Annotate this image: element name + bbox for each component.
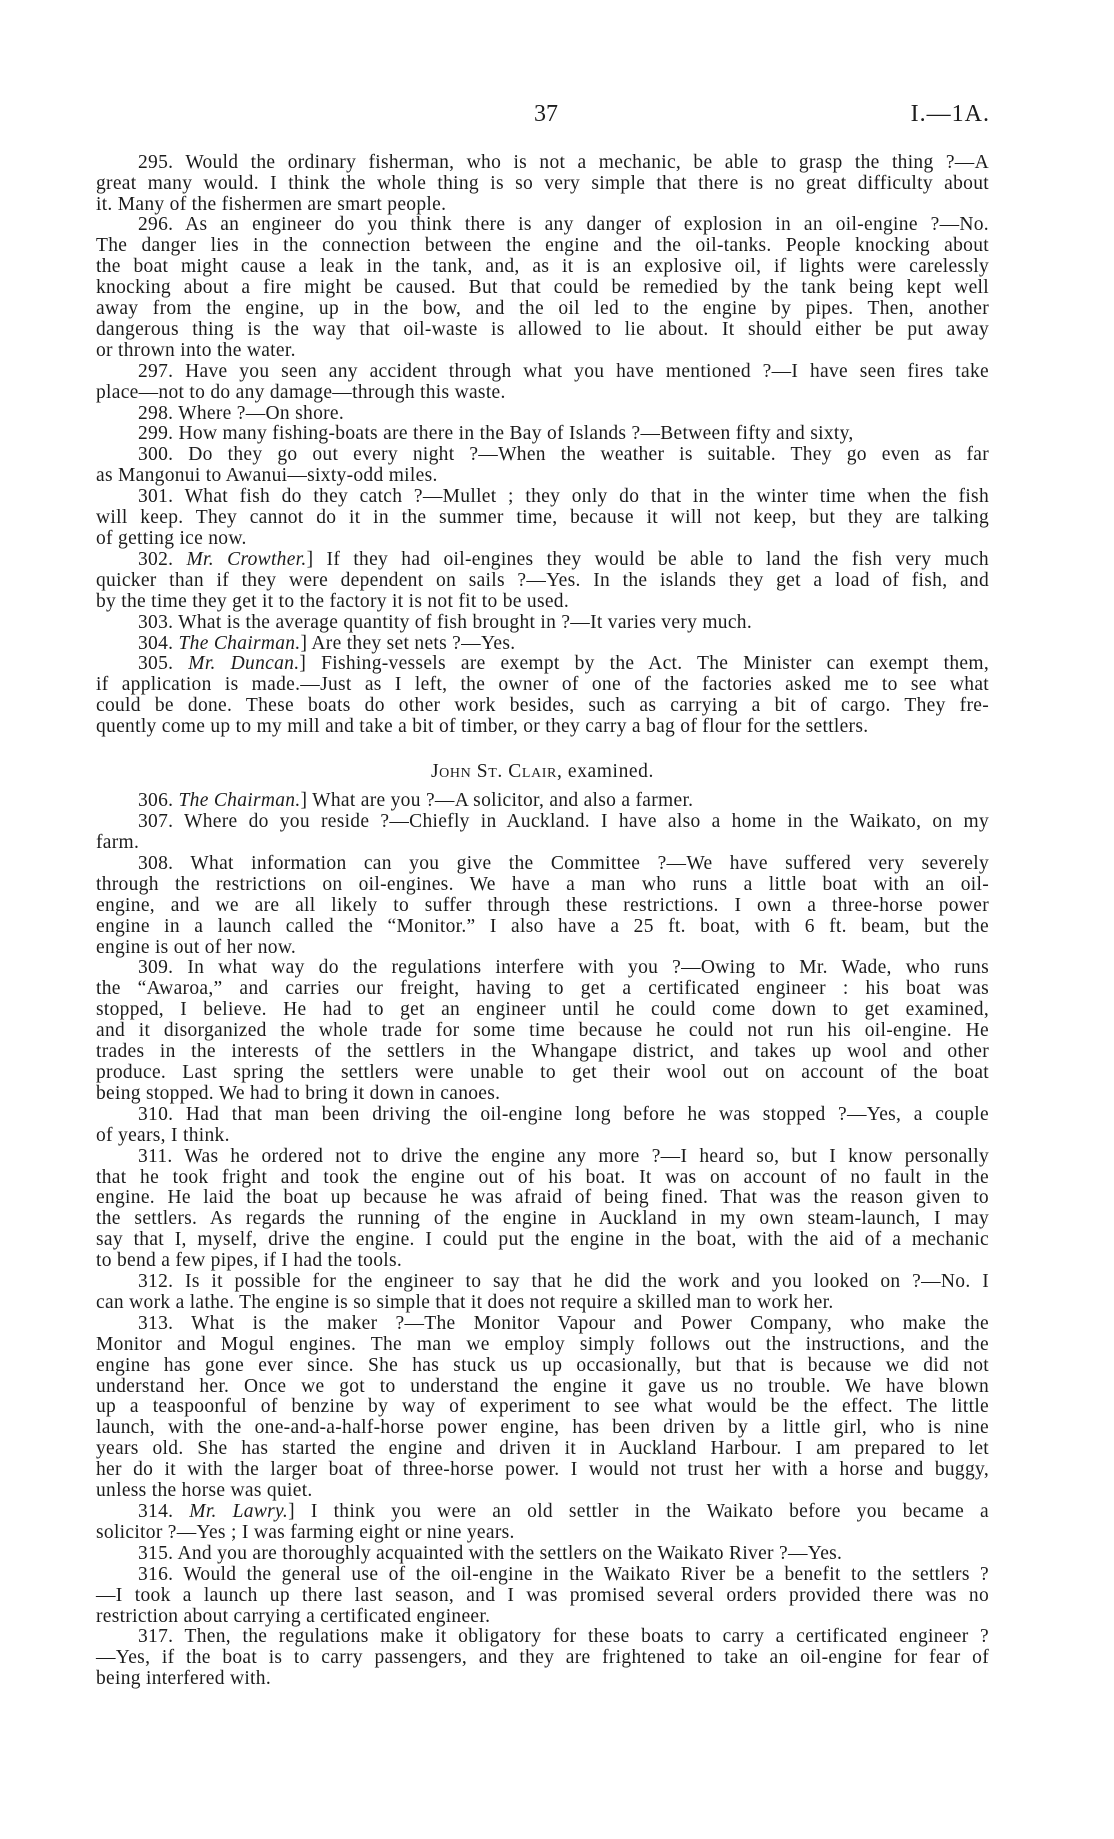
line-text: The danger lies in the connection between the engine and the oil-tanks. People knocking about [96,235,989,257]
text-line [96,320,989,341]
question-number: 302. [138,548,174,570]
text-line [96,466,989,487]
line-text: the settlers. As regards the running of the engine in Auckland in my own steam-launch, I may [96,1208,989,1230]
line-text: ] If they had oil-engines they would be able to land the fish very much [306,548,989,570]
line-text: and it disorganized the whole trade for some time because he could not run his oil-engine. He [96,1020,989,1042]
line-text: that he took fright and took the engine out of his boat. It was on account of no fault in the [96,1166,989,1188]
question-310 [96,1105,989,1147]
question-308 [96,854,989,959]
question-number: 297. [138,360,174,382]
question-297 [96,362,989,404]
text-line [96,1607,989,1628]
text-line [96,174,989,195]
question-301 [96,487,989,550]
line-text: Was he ordered not to drive the engine any more ?—I heard so, but I know personally [184,1145,990,1167]
text-line [96,1147,989,1168]
text-line [96,791,989,812]
line-text: farm. [96,832,140,853]
line-text: solicitor ?—Yes ; I was farming eight or nine years. [96,1521,515,1543]
text-line [96,675,989,696]
text-line [96,1105,989,1126]
line-text: Where ?—On shore. [178,402,345,424]
line-text: Monitor and Mogul engines. The man we employ simply follows out the instructions, and the [96,1333,989,1355]
line-text: As an engineer do you think there is any danger of explosion in an oil-engine ?—No. [185,214,989,236]
line-text: quicker than if they were dependent on sails ?—Yes. In the islands they get a load of fish, and [96,569,989,591]
text-line [96,1544,989,1565]
line-text: Would the general use of the oil-engine in the Waikato River be a benefit to the settlers ? [183,1563,989,1585]
text-line [96,550,989,571]
text-line [96,1669,989,1690]
text-line [96,979,989,1000]
text-line [96,487,989,508]
line-text: up a teaspoonful of benzine by way of experiment to see what would be the effect. The little [96,1396,989,1418]
text-line [96,1272,989,1293]
text-line [96,1356,989,1377]
speaker-name: Mr. Lawry. [189,1501,289,1522]
question-311 [96,1147,989,1272]
text-line [96,1397,989,1418]
question-305 [96,654,989,738]
text-line [96,1168,989,1189]
text-line [96,195,989,216]
line-text: ] Fishing-vessels are exempt by the Act. The Minister can exempt them, [299,653,990,675]
speaker-name: The Chairman. [178,790,301,812]
line-text: of getting ice now. [96,528,247,549]
text-line [96,278,989,299]
line-text: ] I think you were an old settler in the Waikato before you became a [288,1501,989,1522]
line-text: if application is made.—Just as I left, the owner of one of the factories asked me to see what [96,674,989,696]
text-line [96,1439,989,1460]
question-number: 301. [138,486,174,508]
text-line [96,1293,989,1314]
text-line [96,917,989,938]
question-number: 307. [138,811,174,833]
line-text: What information can you give the Committee ?—We have suffered very severely [190,852,990,874]
question-number: 304. [138,632,174,654]
line-text: as Mangonui to Awanui—sixty-odd miles. [96,465,438,487]
text-line [96,1586,989,1607]
line-text: In what way do the regulations interfere with you ?—Owing to Mr. Wade, who runs [187,957,989,979]
text-line [96,1565,989,1586]
document-reference: I.—1A. [910,101,990,127]
text-line [96,1230,989,1251]
text-line [96,529,989,550]
question-304 [96,634,989,655]
question-number: 300. [138,444,174,466]
minutes-section-fisheries [96,153,989,738]
question-309 [96,958,989,1104]
question-number: 315. [138,1542,174,1564]
question-number: 298. [138,402,174,424]
line-text: can work a lathe. The engine is so simple that it does not require a skilled man to work her. [96,1291,834,1313]
line-text: And you are thoroughly acquainted with the settlers on the Waikato River ?—Yes. [177,1542,843,1564]
text-line [96,257,989,278]
line-text: quently come up to my mill and take a bit of timber, or they carry a bag of flour for the settlers. [96,716,869,738]
line-text: What fish do they catch ?—Mullet ; they only do that in the winter time when the fish [184,486,990,508]
text-line [96,571,989,592]
line-text: Do they go out every night ?—When the weather is suitable. They go even as far [188,444,989,466]
question-number: 308. [138,852,174,874]
question-number: 309. [138,957,174,979]
text-line [96,299,989,320]
text-line [96,717,989,738]
text-line [96,1063,989,1084]
text-line [96,1188,989,1209]
text-line [96,592,989,613]
text-line [96,613,989,634]
witness-status: , examined. [556,761,655,782]
text-line [96,938,989,959]
text-line [96,1251,989,1272]
text-line [96,424,989,445]
line-text: engine, and we are all likely to suffer through these restrictions. I own a three-horse power [96,894,989,916]
line-text: dangerous thing is the way that oil-waste is allowed to lie about. It should either be put away [96,318,989,340]
line-text: understand her. Once we got to understand the engine it gave us no trouble. We have blown [96,1375,989,1397]
question-302 [96,550,989,613]
line-text: What is the maker ?—The Monitor Vapour and Power Company, who make the [191,1312,990,1334]
text-line [96,362,989,383]
line-text: unless the horse was quiet. [96,1480,313,1502]
line-text: produce. Last spring the settlers were unable to get their wool out on account of the boat [96,1061,989,1083]
question-number: 311. [138,1145,173,1167]
question-number: 310. [138,1103,174,1125]
question-number: 312. [138,1271,174,1293]
text-line [96,1418,989,1439]
line-text: stopped, I believe. He had to get an engineer until he could come down to get examined, [96,999,989,1021]
text-line [96,958,989,979]
text-line [96,215,989,236]
line-text: through the restrictions on oil-engines. We have a man who runs a little boat with an oil- [96,873,989,895]
question-number: 316. [138,1563,174,1585]
question-316 [96,1565,989,1628]
minutes-section-st-clair [96,791,989,1690]
line-text: the boat might cause a leak in the tank, and, as it is an explosive oil, if lights were carelessly [96,256,989,278]
line-text: Had that man been driving the oil-engine long before he was stopped ?—Yes, a couple [185,1103,989,1125]
question-307 [96,812,989,854]
line-text: being interfered with. [96,1668,271,1690]
question-300 [96,445,989,487]
question-number: 317. [138,1626,174,1648]
page-number: 37 [534,101,558,127]
question-306 [96,791,989,812]
text-line [96,654,989,675]
question-number: 295. [138,151,174,173]
text-line [96,1209,989,1230]
question-312 [96,1272,989,1314]
question-number: 305. [138,653,174,675]
text-line [96,1084,989,1105]
text-line [96,1126,989,1147]
text-line [96,1523,989,1544]
question-299 [96,424,989,445]
text-line [96,1460,989,1481]
question-317 [96,1627,989,1690]
line-text: restriction about carrying a certificated engineer. [96,1605,491,1627]
question-number: 313. [138,1312,174,1334]
line-text: —Yes, if the boat is to carry passengers, and they are frightened to take an oil-engine for fear of [96,1647,989,1669]
text-line [96,1042,989,1063]
witness-heading [96,762,989,783]
line-text: or thrown into the water. [96,339,296,361]
line-text: being stopped. We had to bring it down in canoes. [96,1082,501,1104]
text-line [96,508,989,529]
text-line [96,1021,989,1042]
question-number: 299. [138,423,174,445]
line-text: her do it with the larger boat of three-horse power. I would not trust her with a horse and buggy, [96,1459,989,1481]
text-line [96,833,989,854]
speaker-name: Mr. Duncan. [188,653,300,675]
line-text: —I took a launch up there last season, and I was promised several orders provided there was no [96,1584,989,1606]
line-text: it. Many of the fishermen are smart people. [96,193,447,215]
question-296 [96,215,989,361]
line-text: ] What are you ?—A solicitor, and also a farmer. [300,790,694,812]
line-text: great many would. I think the whole thing is so very simple that there is no great difficulty about [96,172,989,194]
witness-name: John St. Clair [430,761,557,782]
question-295 [96,153,989,216]
text-line [96,404,989,425]
text-line [96,634,989,655]
question-298 [96,404,989,425]
question-number: 314. [138,1501,174,1522]
line-text: years old. She has started the engine and driven it in Auckland Harbour. I am prepared to let [96,1438,989,1460]
line-text: Have you seen any accident through what you have mentioned ?—I have seen fires take [185,360,989,382]
line-text: engine has gone ever since. She has stuck us up occasionally, but that is because we did not [96,1354,989,1376]
text-line [96,1627,989,1648]
text-line [96,875,989,896]
text-line [96,696,989,717]
line-text: to bend a few pipes, if I had the tools. [96,1250,403,1272]
text-line [96,1481,989,1502]
text-line [96,1000,989,1021]
text-line [96,896,989,917]
line-text: Is it possible for the engineer to say that he did the work and you looked on ?—No. I [185,1271,989,1293]
line-text: Would the ordinary fisherman, who is not a mechanic, be able to grasp the thing ?—A [185,151,989,173]
line-text: launch, with the one-and-a-half-horse power engine, has been driven by a little girl, who is nine [96,1417,989,1439]
line-text: How many fishing-boats are there in the Bay of Islands ?—Between fifty and sixty, [178,423,854,445]
speaker-name: The Chairman. [178,632,301,654]
line-text: will keep. They cannot do it in the summer time, because it will not keep, but they are talking [96,507,989,529]
question-number: 306. [138,790,174,812]
line-text: away from the engine, up in the bow, and the oil led to the engine by pipes. Then, another [96,298,989,320]
text-line [96,445,989,466]
line-text: say that I, myself, drive the engine. I could put the engine in the boat, with the aid of a mechanic [96,1229,989,1251]
line-text: Then, the regulations make it obligatory for these boats to carry a certificated engineer ? [184,1626,989,1648]
text-line [96,1502,989,1523]
question-314 [96,1502,989,1544]
text-line [96,854,989,875]
text-line [96,383,989,404]
text-line [96,1377,989,1398]
line-text: place—not to do any damage—through this waste. [96,381,506,403]
line-text: could be done. These boats do other work besides, such as carrying a bit of cargo. They fre- [96,695,989,717]
question-number: 303. [138,611,174,633]
line-text: of years, I think. [96,1124,230,1146]
question-number: 296. [138,214,174,236]
line-text: knocking about a fire might be caused. But that could be remedied by the tank being kept well [96,277,989,299]
text-line [96,236,989,257]
text-line [96,1648,989,1669]
line-text: What is the average quantity of fish brought in ?—It varies very much. [178,611,753,633]
speaker-name: Mr. Crowther. [186,548,307,570]
text-line [96,812,989,833]
text-line [96,1314,989,1335]
line-text: engine is out of her now. [96,936,297,958]
line-text: engine in a launch called the “Monitor.” I also have a 25 ft. boat, with 6 ft. beam, but the [96,915,989,937]
line-text: engine. He laid the boat up because he was afraid of being fined. That was the reason given to [96,1187,989,1209]
text-line [96,341,989,362]
text-line [96,153,989,174]
line-text: Where do you reside ?—Chiefly in Auckland. I have also a home in the Waikato, on my [184,811,989,833]
question-313 [96,1314,989,1502]
line-text: ] Are they set nets ?—Yes. [300,632,516,654]
line-text: the “Awaroa,” and carries our freight, having to get a certificated engineer : his boat was [96,978,989,1000]
text-line [96,1335,989,1356]
line-text: trades in the interests of the settlers in the Whangape district, and takes up wool and other [96,1041,989,1063]
question-315 [96,1544,989,1565]
line-text: by the time they get it to the factory it is not fit to be used. [96,590,570,612]
question-303 [96,613,989,634]
